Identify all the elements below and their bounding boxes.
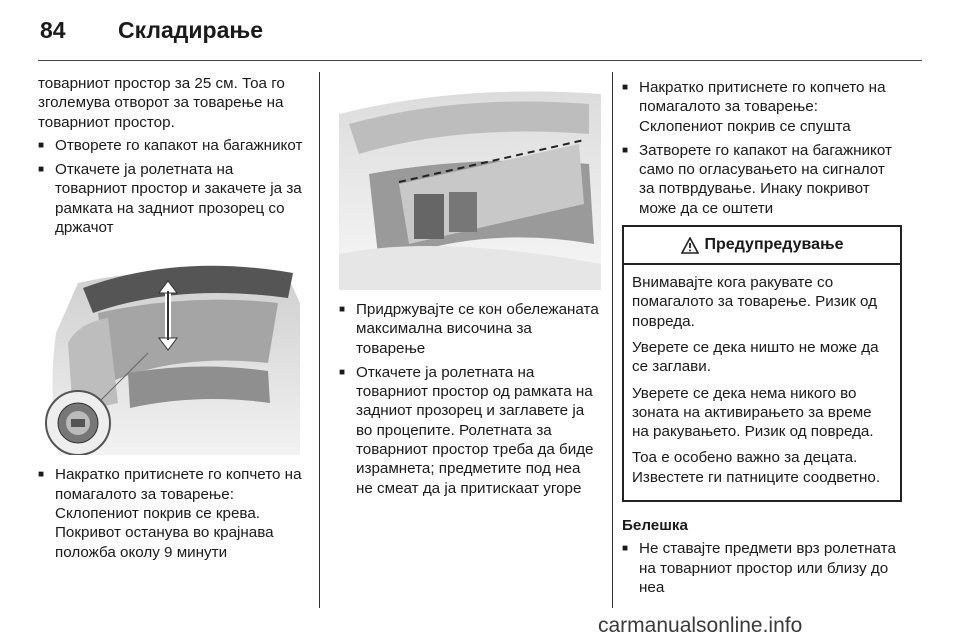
list-item: ■ Придржувајте се кон обележаната максимална височина за товарење bbox=[339, 300, 601, 358]
column-divider-2 bbox=[612, 72, 613, 608]
warning-box bbox=[622, 225, 902, 502]
watermark: carmanualsonline.info bbox=[598, 614, 803, 637]
warning-paragraph: Уверете се дека ништо не може да се заглави. bbox=[632, 338, 879, 376]
warning-body bbox=[624, 265, 900, 500]
note-bullet-list bbox=[622, 539, 902, 597]
list-item: ■ Не ставајте предмети врз ролетната на товарниот простор или близу до неа bbox=[622, 539, 902, 597]
column-divider-1 bbox=[319, 72, 320, 608]
bullet-list bbox=[38, 465, 308, 561]
bullet-list bbox=[38, 136, 308, 237]
warning-triangle-icon bbox=[681, 236, 699, 254]
convertible-trunk-icon bbox=[38, 243, 300, 455]
list-item: ■ Откачете ја ролетната на товарниот простор од рамката на задниот прозорец и заглавете ја во процепите. Ролетната за товарниот простор треба да биде израмнета; предметите под неа не смеат да ја притискаат угоре bbox=[339, 363, 601, 498]
trunk-lift-illustration bbox=[38, 243, 300, 455]
list-item: ■ Откачете ја ролетната на товарниот простор и закачете ја за рамката на задниот прозорец со држачот bbox=[38, 160, 308, 237]
column-1 bbox=[38, 74, 308, 567]
intro-text: товарниот простор за 25 см. Тоа го зголемува отворот за товарење на товарниот простор. bbox=[38, 75, 285, 131]
note-title: Белешка bbox=[622, 517, 688, 535]
page-title: Складирање bbox=[118, 17, 264, 43]
bullet-list bbox=[339, 300, 601, 498]
header-rule bbox=[38, 60, 922, 61]
warning-title: Предупредување bbox=[704, 236, 844, 254]
trunk-interior-icon bbox=[339, 74, 601, 290]
list-item: ■ Затворете го капакот на багажникот само по огласувањето на сигналот за потврдување. Инаку покривот може да се оштети bbox=[622, 141, 902, 218]
warning-paragraph: Тоа е особено важно за децата. Известете ги патниците соодветно. bbox=[632, 449, 881, 486]
list-item: ■ Накратко притиснете го копчето на помагалото за товарење: Склопениот покрив се спушта bbox=[622, 78, 902, 136]
bullet-list bbox=[622, 78, 902, 218]
warning-header bbox=[624, 227, 900, 265]
load-height-illustration bbox=[339, 74, 601, 290]
list-item: ■ Отворете го капакот на багажникот bbox=[38, 136, 308, 155]
column-3 bbox=[622, 74, 902, 602]
warning-paragraph: Уверете се дека нема никого во зоната на активирањето за време на ракувањето. Ризик од повреда. bbox=[632, 384, 874, 441]
page-header bbox=[0, 0, 960, 62]
warning-paragraph: Внимавајте кога ракувате со помагалото за товарење. Ризик од повреда. bbox=[632, 274, 878, 330]
column-2 bbox=[339, 74, 601, 503]
list-item: ■ Накратко притиснете го копчето на помагалото за товарење: Склопениот покрив се крева. Покривот останува во крајнава положба околу 9 минути bbox=[38, 465, 308, 561]
page-number: 84 bbox=[40, 17, 66, 43]
